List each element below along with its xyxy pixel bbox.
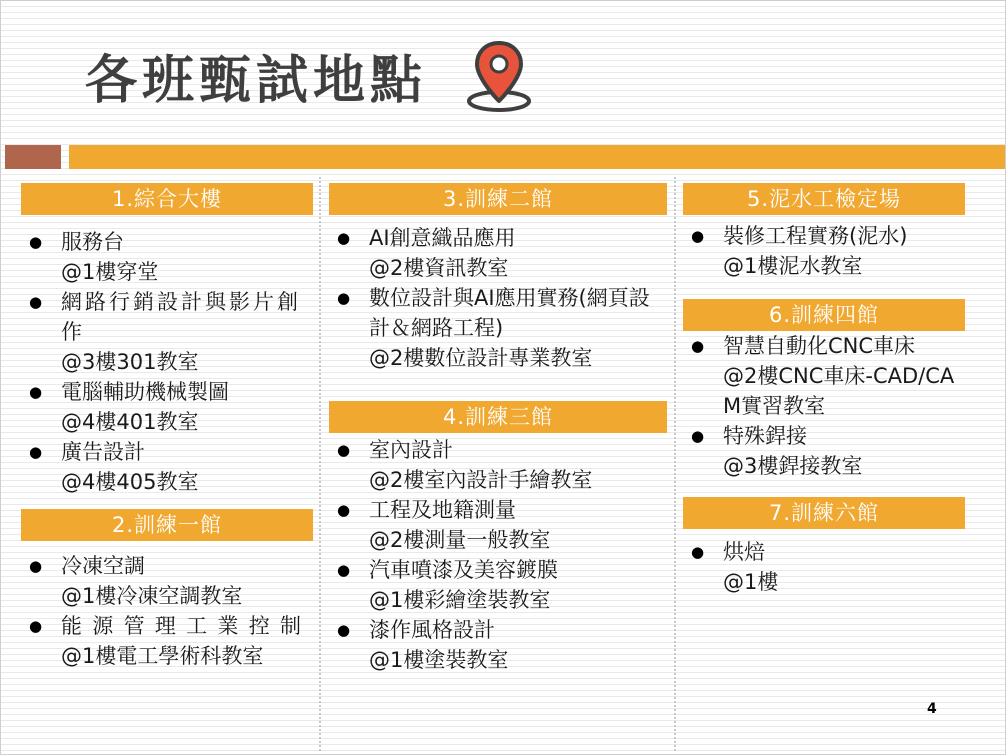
item-name: ● 工程及地籍測量 xyxy=(369,498,516,522)
section-list xyxy=(21,227,313,497)
column-1 xyxy=(21,183,313,671)
item-location: @3樓銲接教室 xyxy=(723,454,863,478)
list-item xyxy=(329,495,667,555)
section-header: 1.綜合大樓 xyxy=(21,183,313,215)
item-name: ● 廣告設計 xyxy=(61,440,145,464)
list-item xyxy=(329,223,667,283)
item-name: ● 電腦輔助機械製圖 xyxy=(61,380,229,404)
section-header: 4.訓練三館 xyxy=(329,401,667,433)
section-header: 2.訓練一館 xyxy=(21,509,313,541)
item-location: @1樓泥水教室 xyxy=(723,254,863,278)
item-name: ● 室內設計 xyxy=(369,438,453,462)
item-name: ● 烘焙 xyxy=(723,540,765,564)
item-location: @4樓401教室 xyxy=(61,410,199,434)
list-item xyxy=(683,331,965,421)
section-list xyxy=(683,221,965,281)
column-divider xyxy=(674,177,676,751)
column-divider xyxy=(319,177,321,751)
list-item xyxy=(21,377,313,437)
column-3 xyxy=(683,183,965,597)
list-item xyxy=(21,551,313,611)
list-item xyxy=(683,537,965,597)
item-location: @2樓測量一般教室 xyxy=(369,528,551,552)
list-item xyxy=(329,283,667,373)
item-name: ● 特殊銲接 xyxy=(723,424,807,448)
list-item xyxy=(683,421,965,481)
list-item xyxy=(683,221,965,281)
item-name: ● 網路行銷設計與影片創作 xyxy=(61,290,301,344)
column-2 xyxy=(329,183,667,675)
accent-bar-orange xyxy=(69,145,1005,169)
accent-bar-brown xyxy=(5,145,61,169)
list-item xyxy=(21,437,313,497)
section-list xyxy=(683,537,965,597)
item-location: @2樓室內設計手繪教室 xyxy=(369,468,593,492)
list-item xyxy=(21,611,313,671)
item-name: ● 漆作風格設計 xyxy=(369,618,495,642)
section-header: 3.訓練二館 xyxy=(329,183,667,215)
section-list xyxy=(21,551,313,671)
item-location: @1樓 xyxy=(723,570,779,594)
item-location: @1樓冷凍空調教室 xyxy=(61,584,243,608)
page-title: 各班甄試地點 xyxy=(85,51,428,111)
section-list xyxy=(329,435,667,675)
item-name: ● 裝修工程實務(泥水) xyxy=(723,224,908,248)
item-name: ● AI創意織品應用 xyxy=(369,226,516,250)
item-name: ● 智慧自動化CNC車床 xyxy=(723,334,916,358)
section-header: 5.泥水工檢定場 xyxy=(683,183,965,215)
list-item xyxy=(329,435,667,495)
map-pin-icon xyxy=(465,37,533,113)
list-item xyxy=(329,615,667,675)
item-name: ● 數位設計與AI應用實務(網頁設計＆網路工程) xyxy=(369,286,650,340)
section-list xyxy=(329,223,667,373)
item-name: ● 服務台 xyxy=(61,230,124,254)
item-name: ● 能源管理工業控制 xyxy=(61,614,301,638)
item-location: @2樓CNC車床-CAD/CAM實習教室 xyxy=(723,364,955,418)
item-name: ● 汽車噴漆及美容鍍膜 xyxy=(369,558,558,582)
section-header: 7.訓練六館 xyxy=(683,497,965,529)
item-location: @2樓資訊教室 xyxy=(369,256,509,280)
item-name: ● 冷凍空調 xyxy=(61,554,145,578)
section-header: 6.訓練四館 xyxy=(683,299,965,331)
item-location: @2樓數位設計專業教室 xyxy=(369,346,593,370)
list-item xyxy=(329,555,667,615)
item-location: @1樓穿堂 xyxy=(61,260,159,284)
list-item xyxy=(21,227,313,287)
item-location: @1樓電工學術科教室 xyxy=(61,644,264,668)
item-location: @4樓405教室 xyxy=(61,470,199,494)
item-location: @1樓彩繪塗裝教室 xyxy=(369,588,551,612)
item-location: @3樓301教室 xyxy=(61,350,199,374)
list-item xyxy=(21,287,313,377)
page-number: 4 xyxy=(927,701,937,717)
item-location: @1樓塗裝教室 xyxy=(369,648,509,672)
section-list xyxy=(683,331,965,481)
